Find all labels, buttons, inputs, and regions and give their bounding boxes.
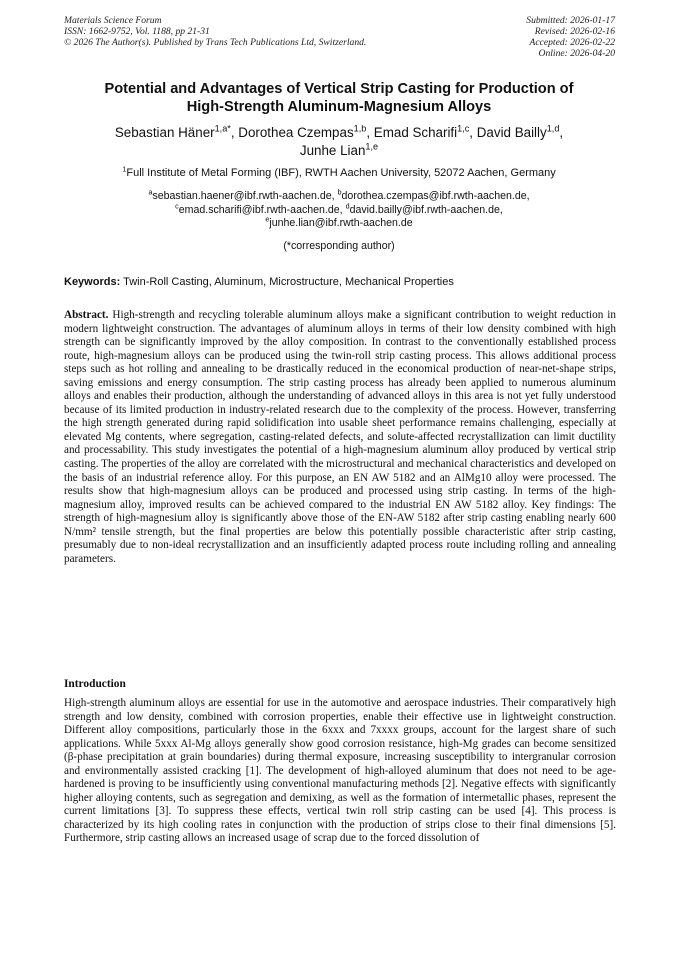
journal-header [64, 15, 366, 48]
accepted-date: Accepted: 2026-02-22 [529, 37, 615, 48]
journal-name: Materials Science Forum [64, 15, 162, 26]
author-sup: 1,d [546, 123, 560, 134]
submitted-date: Submitted: 2026-01-17 [526, 15, 615, 26]
email-sup: e [265, 214, 270, 224]
author-sep: , [366, 125, 374, 140]
email-sup: c [175, 200, 179, 210]
author-sup: 1,e [365, 141, 379, 152]
title-line-2: High-Strength Aluminum-Magnesium Alloys [186, 99, 492, 115]
abstract [64, 309, 616, 566]
dates-header [526, 15, 615, 59]
introduction-text: High-strength aluminum alloys are essential for use in the automotive and aerospace industries. Their comparatively high strength and low density, combined with corrosion properties, enable their effective use in lightweight construction. Different alloy compositions, particularly those in the 6xxx and 7xxxx groups, account for the largest share of such applications. While 5xxx Al-Mg alloys generally show good corrosion resistance, high-Mg grades can become sensitized (β-phase precipitation at grain boundaries) during thermal exposure, increasing susceptibility to intergranular corrosion and environmentally assisted cracking [1]. The development of high-alloyed aluminum that does not need to be age-hardened is proving to be insufficiently using conventional manufacturing methods [2]. Negative effects with significantly higher alloying contents, such as segregation and demixing, as well as the formation of intermetallic phases, represent the current limitations [3]. To suppress these effects, vertical twin roll strip casting can be used [4]. This process is characterized by its high cooling rates in conjunction with the production of strips close to their final dimensions [5]. Furthermore, strip casting allows an increased usage of scrap due to the forced dissolution of [64, 697, 616, 845]
keywords-label: Keywords: [64, 276, 121, 288]
author-name: Emad Scharifi [373, 125, 458, 140]
email-c-link[interactable]: emad.scharifi@ibf.rwth-aachen.de [178, 203, 340, 216]
author-name: Junhe Lian [299, 143, 366, 158]
author-name: Sebastian Häner [114, 125, 215, 140]
abstract-text: High-strength and recycling tolerable aluminum alloys make a significant contribution to weight reduction in modern lightweight construction. The advantages of aluminum alloys in terms of their low density combined with high strength can be significantly improved by the alloy composition. In contrast to the conventionally established process route, high-magnesium alloys can be produced using the twin-roll strip casting process. This allows additional process steps such as hot rolling and annealing to be drastically reduced in the economical production of near-net-shape strips, saving emissions and energy consumption. The strip casting process has already been applied to numerous aluminum alloys and enables their production, although the understanding of advanced alloys in this area is not yet fully understood because of its limited production in industry-related research due to the complexity of the process. However, transferring the high strength generated during rapid solidification into usable sheet performance remains challenging, especially at elevated Mg contents, where segregation, casting-related defects, and solute-affected recrystallization can limit ductility and processability. This study investigates the potential of a high-magnesium aluminum alloy produced by vertical strip casting. The properties of the alloy are correlated with the microstructural and mechanical characteristics and developed on the basis of an industrial reference alloy. For this purpose, an EN AW 5182 and an AlMg10 alloy were processed. The results show that high-magnesium alloys can be produced and processed using strip casting. In terms of the high-magnesium alloy, improved results can be achieved compared to the industrial EN AW 5182 alloy. Key findings: The strength of high-magnesium alloy is significantly above those of the EN-AW 5182 after strip casting enabling nearly 600 N/mm² tensile strength, but the final properties are below this potentially possible characteristic after strip casting, presumably due to non-ideal recrystallization and an insufficiently adapted process route including rolling and annealing parameters. [64, 309, 616, 565]
affiliation-text: Full Institute of Metal Forming (IBF), RWTH Aachen University, 52072 Aachen, Germany [126, 167, 556, 179]
email-sup: b [337, 187, 342, 197]
author-sup: 1,c [457, 123, 470, 134]
keywords [64, 275, 616, 289]
affiliation [40, 166, 638, 180]
online-date: Online: 2026-04-20 [538, 48, 615, 59]
email-b-link[interactable]: dorothea.czempas@ibf.rwth-aachen.de [341, 190, 527, 202]
email-list: $^a$sebastian.haener@ibf.rwth-aachen.de, $^b$dorothea.czempas@ibf.rwth-aachen.de, $^c$emad.scharifi@ibf.rwth-aachen.de, $^d$david.bailly@ibf.rwth-aachen.de, $^e$junhe.lian@ibf.rwth-aachen.de [148, 187, 530, 229]
paper-title [40, 80, 638, 116]
author-sup: 1,b [353, 123, 367, 134]
author-sup: 1,a* [214, 123, 231, 134]
author-list [40, 124, 638, 160]
email-e-link[interactable]: junhe.lian@ibf.rwth-aachen.de [269, 217, 413, 229]
author-sep: , [559, 125, 564, 140]
introduction-heading: Introduction [64, 678, 126, 690]
abstract-label: Abstract. [64, 309, 109, 321]
corresponding-note: (*corresponding author) [283, 240, 395, 252]
author-sep: , [230, 125, 239, 140]
author-sep: , [469, 125, 477, 140]
title-line-1: Potential and Advantages of Vertical Strip Casting for Production of [104, 81, 574, 97]
email-d-link[interactable]: david.bailly@ibf.rwth-aachen.de [349, 203, 500, 216]
author-name: David Bailly [476, 125, 547, 140]
keywords-text: Twin-Roll Casting, Aluminum, Microstructure, Mechanical Properties [123, 276, 454, 288]
affiliation-sup: 1 [122, 164, 127, 174]
copyright-line: © 2026 The Author(s). Published by Trans Tech Publications Ltd, Switzerland. [64, 37, 367, 48]
email-a-link[interactable]: sebastian.haener@ibf.rwth-aachen.de [152, 190, 332, 202]
issn-line: ISSN: 1662-9752, Vol. 1188, pp 21-31 [64, 26, 210, 37]
author-name: Dorothea Czempas [238, 125, 354, 140]
email-sup: a [148, 187, 153, 197]
email-sup: d [345, 200, 350, 210]
revised-date: Revised: 2026-02-16 [534, 26, 615, 37]
